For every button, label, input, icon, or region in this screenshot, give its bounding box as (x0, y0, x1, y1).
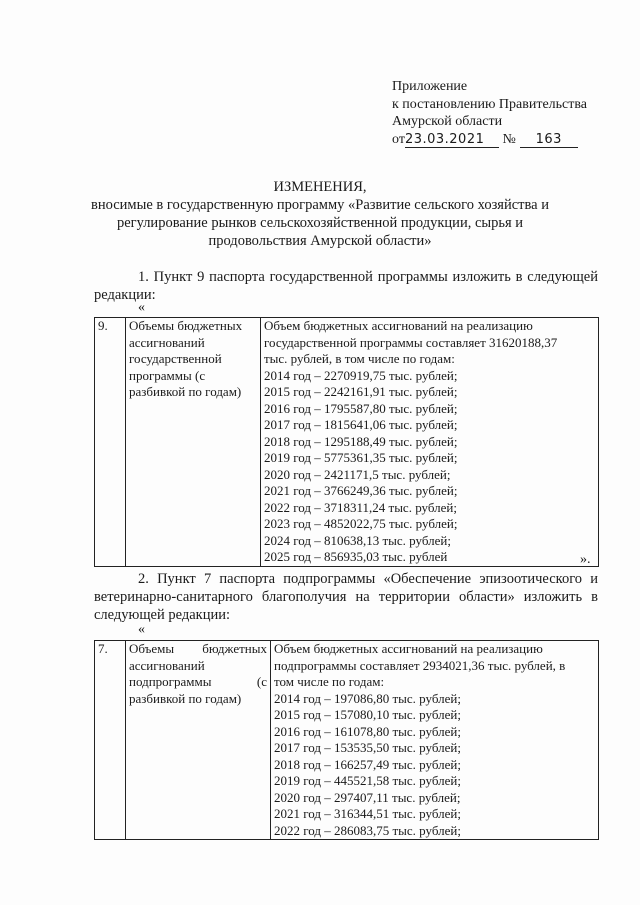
value-line: 2025 год – 856935,03 тыс. рублей (264, 549, 448, 564)
value-line: подпрограммы составляет 2934021,36 тыс. рублей, в (274, 657, 566, 673)
section-2-open-quote: « (138, 622, 145, 637)
row-number: 9. (95, 318, 126, 567)
value-line: 2017 год – 153535,50 тыс. рублей; (274, 740, 461, 755)
row-number: 7. (95, 641, 126, 840)
value-line: 2022 год – 286083,75 тыс. рублей; (274, 822, 461, 838)
handwritten-number: 163 (520, 133, 578, 148)
row-value (271, 641, 599, 840)
value-line: 2021 год – 3766249,36 тыс. рублей; (264, 483, 458, 498)
row-name: Объемы бюджетных ассигнований подпрограммы (с разбивкой по годам) (126, 641, 271, 840)
from-prefix: от (392, 131, 405, 147)
value-line: 2019 год – 5775361,35 тыс. рублей; (264, 450, 458, 465)
value-line: тыс. рублей, в том числе по годам: (264, 351, 455, 366)
value-line: 2024 год – 810638,13 тыс. рублей; (264, 532, 451, 548)
number-label: № (502, 131, 516, 147)
section-1-open-quote: « (138, 300, 145, 315)
row-value (261, 318, 599, 567)
section-1-text: 1. Пункт 9 паспорта государственной программы изложить в следующей редакции: (94, 269, 598, 303)
appendix-date-line (392, 131, 587, 149)
table-row (95, 318, 599, 567)
value-line: 2017 год – 1815641,06 тыс. рублей; (264, 417, 458, 432)
value-line: 2016 год – 161078,80 тыс. рублей; (274, 723, 461, 739)
section-1-close-quote: ». (580, 552, 591, 567)
value-line: 2023 год – 4852022,75 тыс. рублей; (264, 516, 458, 531)
value-line: 2018 год – 166257,49 тыс. рублей; (274, 756, 461, 772)
value-line: 2015 год – 157080,10 тыс. рублей; (274, 707, 461, 722)
title-subline-3: продовольствия Амурской области» (208, 233, 432, 249)
value-line: 2014 год – 2270919,75 тыс. рублей; (264, 367, 458, 383)
value-line: 2019 год – 445521,58 тыс. рублей; (274, 773, 461, 788)
value-line: государственной программы составляет 31620188,37 (264, 334, 558, 350)
appendix-line-1: Приложение (392, 79, 468, 94)
value-line: 2022 год – 3718311,24 тыс. рублей; (264, 499, 457, 515)
value-line: 2018 год – 1295188,49 тыс. рублей; (264, 433, 458, 449)
value-line: 2014 год – 197086,80 тыс. рублей; (274, 690, 461, 706)
value-line: 2016 год – 1795587,80 тыс. рублей; (264, 400, 458, 416)
title-subline-2: регулирование рынков сельскохозяйственной продукции, сырья и (116, 215, 524, 231)
value-line: 2021 год – 316344,51 тыс. рублей; (274, 806, 461, 821)
handwritten-date: 23.03.2021 (405, 133, 499, 148)
value-line: Объем бюджетных ассигнований на реализацию (274, 641, 543, 656)
value-line: том числе по годам: (274, 674, 385, 689)
section-1-table (94, 317, 599, 567)
value-line: Объем бюджетных ассигнований на реализацию (264, 318, 533, 333)
section-2-text: 2. Пункт 7 паспорта подпрограммы «Обеспечение эпизоотического и ветеринарно-санитарного благополучия на территории области» изложить в следующей редакции: (94, 571, 598, 623)
appendix-block (392, 78, 587, 148)
value-line: 2015 год – 2242161,91 тыс. рублей; (264, 384, 458, 399)
section-2-table (94, 640, 599, 840)
value-line: 2020 год – 2421171,5 тыс. рублей; (264, 466, 451, 482)
title-subline-1: вносимые в государственную программу «Развитие сельского хозяйства и (91, 197, 549, 213)
document-title (0, 178, 640, 250)
table-row (95, 641, 599, 840)
value-line: 2020 год – 297407,11 тыс. рублей; (274, 789, 461, 805)
appendix-line-2: к постановлению Правительства (392, 96, 588, 112)
row-name: Объемы бюджетных ассигнований государственной программы (с разбивкой по годам) (126, 318, 261, 567)
title-heading: ИЗМЕНЕНИЯ, (273, 179, 367, 195)
appendix-line-3: Амурской области (392, 114, 503, 129)
